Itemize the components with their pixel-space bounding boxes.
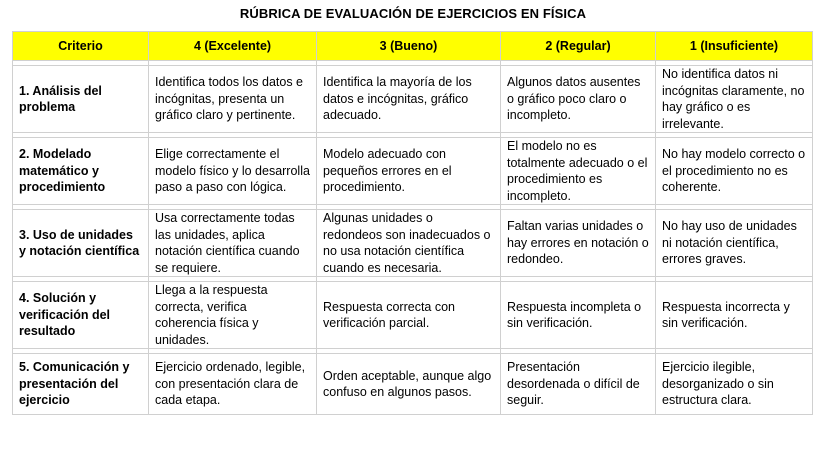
level-1-cell: Respuesta incorrecta y sin verificación. — [656, 282, 813, 349]
page-title: RÚBRICA DE EVALUACIÓN DE EJERCICIOS EN FÍSICA — [239, 6, 587, 21]
level-4-cell: Elige correctamente el modelo físico y lo desarrolla paso a paso con lógica. — [149, 138, 317, 205]
level-1-cell: No hay uso de unidades ni notación científica, errores graves. — [656, 210, 813, 277]
level-4-cell: Usa correctamente todas las unidades, aplica notación científica cuando se requiere. — [149, 210, 317, 277]
criterio-cell: 3. Uso de unidades y notación científica — [13, 210, 149, 277]
header-level-4: 4 (Excelente) — [149, 32, 317, 61]
level-4-cell: Llega a la respuesta correcta, verifica coherencia física y unidades. — [149, 282, 317, 349]
level-1-cell: No identifica datos ni incógnitas claramente, no hay gráfico o es irrelevante. — [656, 66, 813, 133]
rubric-table — [12, 31, 813, 415]
level-3-cell: Identifica la mayoría de los datos e incógnitas, gráfico adecuado. — [317, 66, 501, 133]
table-row — [13, 138, 813, 205]
header-level-1: 1 (Insuficiente) — [656, 32, 813, 61]
criterio-cell: 2. Modelado matemático y procedimiento — [13, 138, 149, 205]
level-3-cell: Modelo adecuado con pequeños errores en el procedimiento. — [317, 138, 501, 205]
level-4-cell: Identifica todos los datos e incógnitas, presenta un gráfico claro y pertinente. — [149, 66, 317, 133]
level-2-cell: Respuesta incompleta o sin verificación. — [501, 282, 656, 349]
level-2-cell: Faltan varias unidades o hay errores en notación o redondeo. — [501, 210, 656, 277]
table-row — [13, 66, 813, 133]
header-level-3: 3 (Bueno) — [317, 32, 501, 61]
level-4-cell: Ejercicio ordenado, legible, con presentación clara de cada etapa. — [149, 354, 317, 415]
criterio-cell: 4. Solución y verificación del resultado — [13, 282, 149, 349]
level-3-cell: Orden aceptable, aunque algo confuso en algunos pasos. — [317, 354, 501, 415]
table-row — [13, 354, 813, 415]
level-2-cell: El modelo no es totalmente adecuado o el procedimiento es incompleto. — [501, 138, 656, 205]
level-1-cell: Ejercicio ilegible, desorganizado o sin estructura clara. — [656, 354, 813, 415]
criterio-cell: 5. Comunicación y presentación del ejercicio — [13, 354, 149, 415]
table-row — [13, 282, 813, 349]
level-2-cell: Presentación desordenada o difícil de seguir. — [501, 354, 656, 415]
level-2-cell: Algunos datos ausentes o gráfico poco claro o incompleto. — [501, 66, 656, 133]
header-level-2: 2 (Regular) — [501, 32, 656, 61]
level-3-cell: Algunas unidades o redondeos son inadecuados o no usa notación científica cuando es necesaria. — [317, 210, 501, 277]
level-3-cell: Respuesta correcta con verificación parcial. — [317, 282, 501, 349]
criterio-cell: 1. Análisis del problema — [13, 66, 149, 133]
header-criterio: Criterio — [13, 32, 149, 61]
level-1-cell: No hay modelo correcto o el procedimiento no es coherente. — [656, 138, 813, 205]
table-row — [13, 210, 813, 277]
header-row — [13, 32, 813, 61]
